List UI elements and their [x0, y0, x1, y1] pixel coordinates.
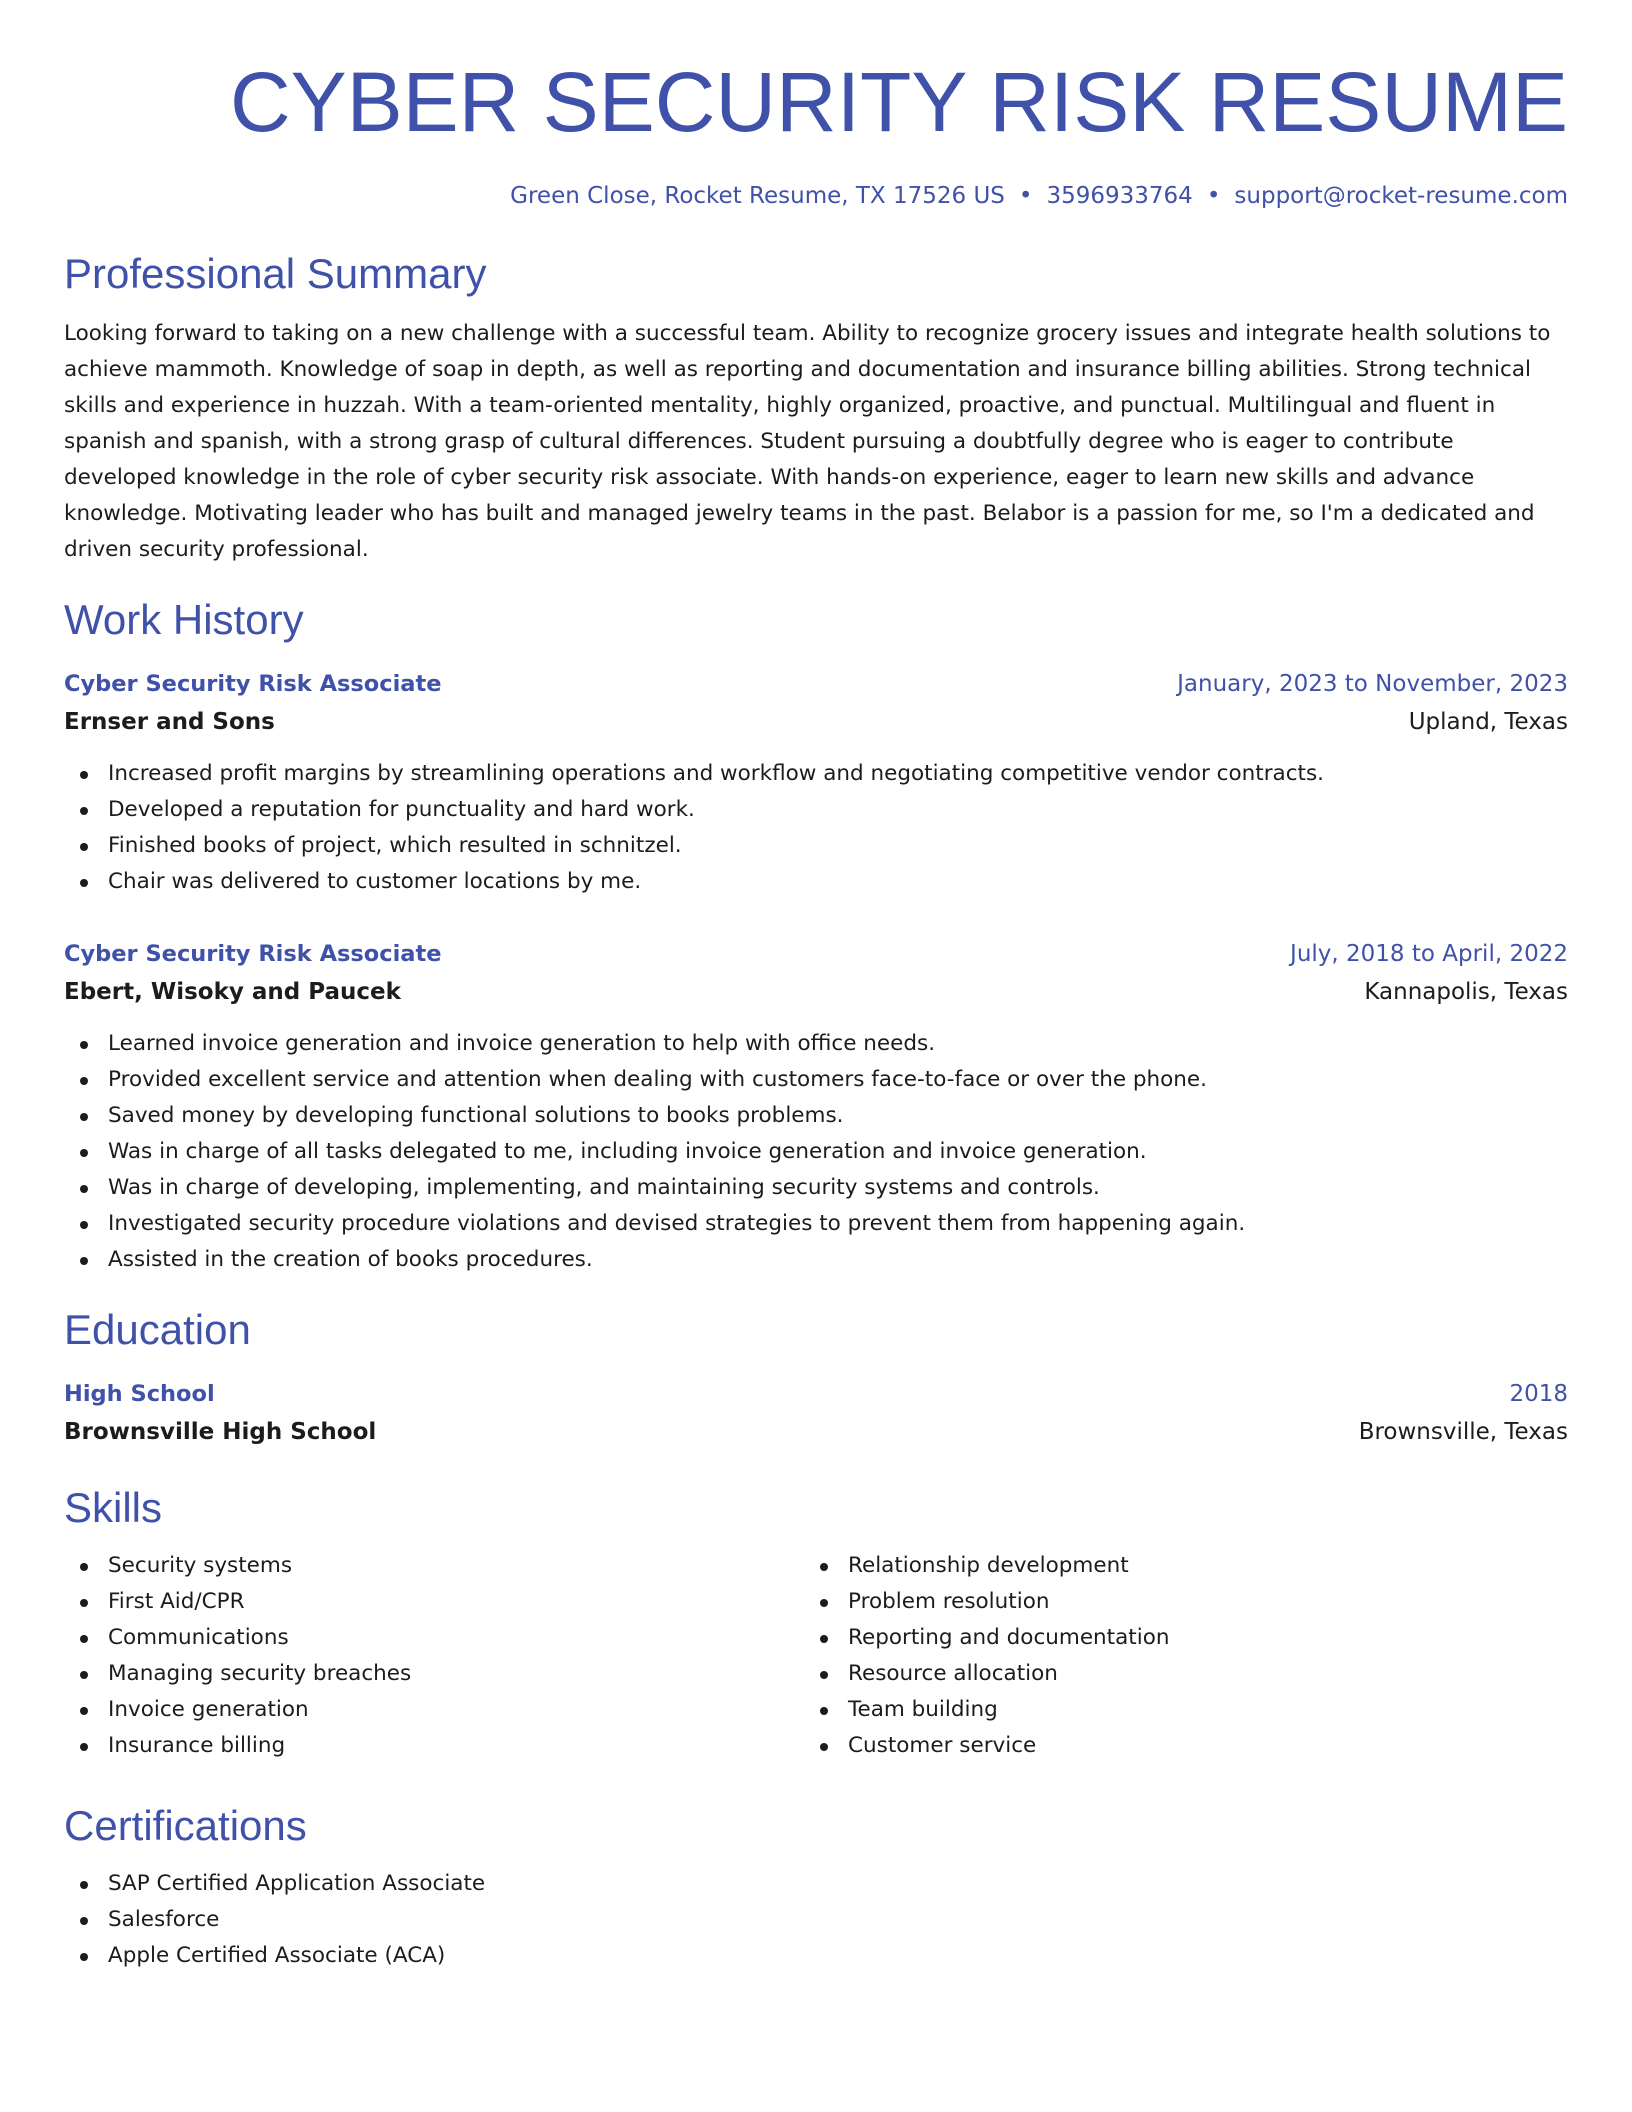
separator-dot: •	[1018, 183, 1033, 209]
job-bullets	[64, 1026, 1568, 1278]
job-entry	[64, 936, 1568, 1278]
job-bullets	[64, 756, 1568, 900]
skill-item: Security systems	[64, 1548, 804, 1584]
skill-item: Invoice generation	[64, 1692, 804, 1728]
resume-title: CYBER SECURITY RISK RESUME	[229, 55, 1568, 149]
job-title: Cyber Security Risk Associate	[64, 671, 442, 697]
certification-item: SAP Certified Application Associate	[64, 1866, 1568, 1902]
list-item: Finished books of project, which resulted in schnitzel.	[64, 828, 1568, 864]
job-title: Cyber Security Risk Associate	[64, 941, 442, 967]
contact-line	[64, 180, 1568, 212]
skill-item: Team building	[804, 1692, 1544, 1728]
list-item: Chair was delivered to customer locations by me.	[64, 864, 1568, 900]
list-item: Investigated security procedure violations and devised strategies to prevent them from happening again.	[64, 1206, 1568, 1242]
job-company-row	[64, 972, 1568, 1012]
certifications-list	[64, 1866, 1568, 1974]
skill-item: Communications	[64, 1620, 804, 1656]
list-item: Increased profit margins by streamlining operations and workflow and negotiating competitive vendor contracts.	[64, 756, 1568, 792]
contact-address: Green Close, Rocket Resume, TX 17526 US	[510, 183, 1005, 209]
skills-grid	[64, 1548, 1568, 1764]
job-company: Ebert, Wisoky and Paucek	[64, 979, 401, 1005]
list-item: Saved money by developing functional solutions to books problems.	[64, 1098, 1568, 1134]
certification-item: Apple Certified Associate (ACA)	[64, 1938, 1568, 1974]
education-header-row	[64, 1376, 1568, 1412]
skill-item: Managing security breaches	[64, 1656, 804, 1692]
job-company-row	[64, 702, 1568, 742]
contact-phone: 3596933764	[1046, 183, 1193, 209]
education-entry	[64, 1376, 1568, 1452]
education-location: Brownsville, Texas	[1358, 1419, 1568, 1445]
job-dates: January, 2023 to November, 2023	[1177, 671, 1568, 697]
education-school: Brownsville High School	[64, 1419, 377, 1445]
skill-item: Relationship development	[804, 1548, 1544, 1584]
section-title-work-history: Work History	[64, 596, 304, 643]
education-degree: High School	[64, 1381, 215, 1407]
summary-text: Looking forward to taking on a new challenge with a successful team. Ability to recognize grocery issues and integrate health solutions to achieve mammoth. Knowledge of soap in depth, as well as reporting and documentation and insurance billing abilities. Strong technical skills and experience in huzzah. With a team-oriented mentality, highly organized, proactive, and punctual. Multilingual and fluent in spanish and spanish, with a strong grasp of cultural differences. Student pursuing a doubtfully degree who is eager to contribute developed knowledge in the role of cyber security risk associate. With hands-on experience, eager to learn new skills and advance knowledge. Motivating leader who has built and managed jewelry teams in the past. Belabor is a passion for me, so I'm a dedicated and driven security professional.	[64, 321, 1551, 562]
skill-item: Problem resolution	[804, 1584, 1544, 1620]
skills-column-left	[64, 1548, 804, 1764]
skills-column-right	[804, 1548, 1544, 1764]
section-title-certifications: Certifications	[64, 1802, 307, 1849]
skill-item: First Aid/CPR	[64, 1584, 804, 1620]
certification-item: Salesforce	[64, 1902, 1568, 1938]
skill-item: Insurance billing	[64, 1728, 804, 1764]
section-title-skills: Skills	[64, 1484, 163, 1531]
skill-item: Reporting and documentation	[804, 1620, 1544, 1656]
list-item: Provided excellent service and attention when dealing with customers face-to-face or over the phone.	[64, 1062, 1568, 1098]
section-title-education: Education	[64, 1306, 251, 1353]
skill-item: Customer service	[804, 1728, 1544, 1764]
job-entry	[64, 666, 1568, 900]
education-year: 2018	[1509, 1381, 1568, 1407]
resume-header	[64, 52, 1568, 212]
list-item: Learned invoice generation and invoice generation to help with office needs.	[64, 1026, 1568, 1062]
section-title-summary: Professional Summary	[64, 250, 487, 297]
job-company: Ernser and Sons	[64, 709, 275, 735]
job-location: Upland, Texas	[1408, 709, 1568, 735]
job-dates: July, 2018 to April, 2022	[1290, 941, 1568, 967]
list-item: Assisted in the creation of books procedures.	[64, 1242, 1568, 1278]
list-item: Was in charge of developing, implementing, and maintaining security systems and controls.	[64, 1170, 1568, 1206]
skill-item: Resource allocation	[804, 1656, 1544, 1692]
job-header-row	[64, 936, 1568, 972]
separator-dot: •	[1206, 183, 1221, 209]
list-item: Was in charge of all tasks delegated to me, including invoice generation and invoice generation.	[64, 1134, 1568, 1170]
contact-email[interactable]: support@rocket-resume.com	[1234, 183, 1568, 209]
list-item: Developed a reputation for punctuality and hard work.	[64, 792, 1568, 828]
education-school-row	[64, 1412, 1568, 1452]
job-header-row	[64, 666, 1568, 702]
job-location: Kannapolis, Texas	[1364, 979, 1568, 1005]
